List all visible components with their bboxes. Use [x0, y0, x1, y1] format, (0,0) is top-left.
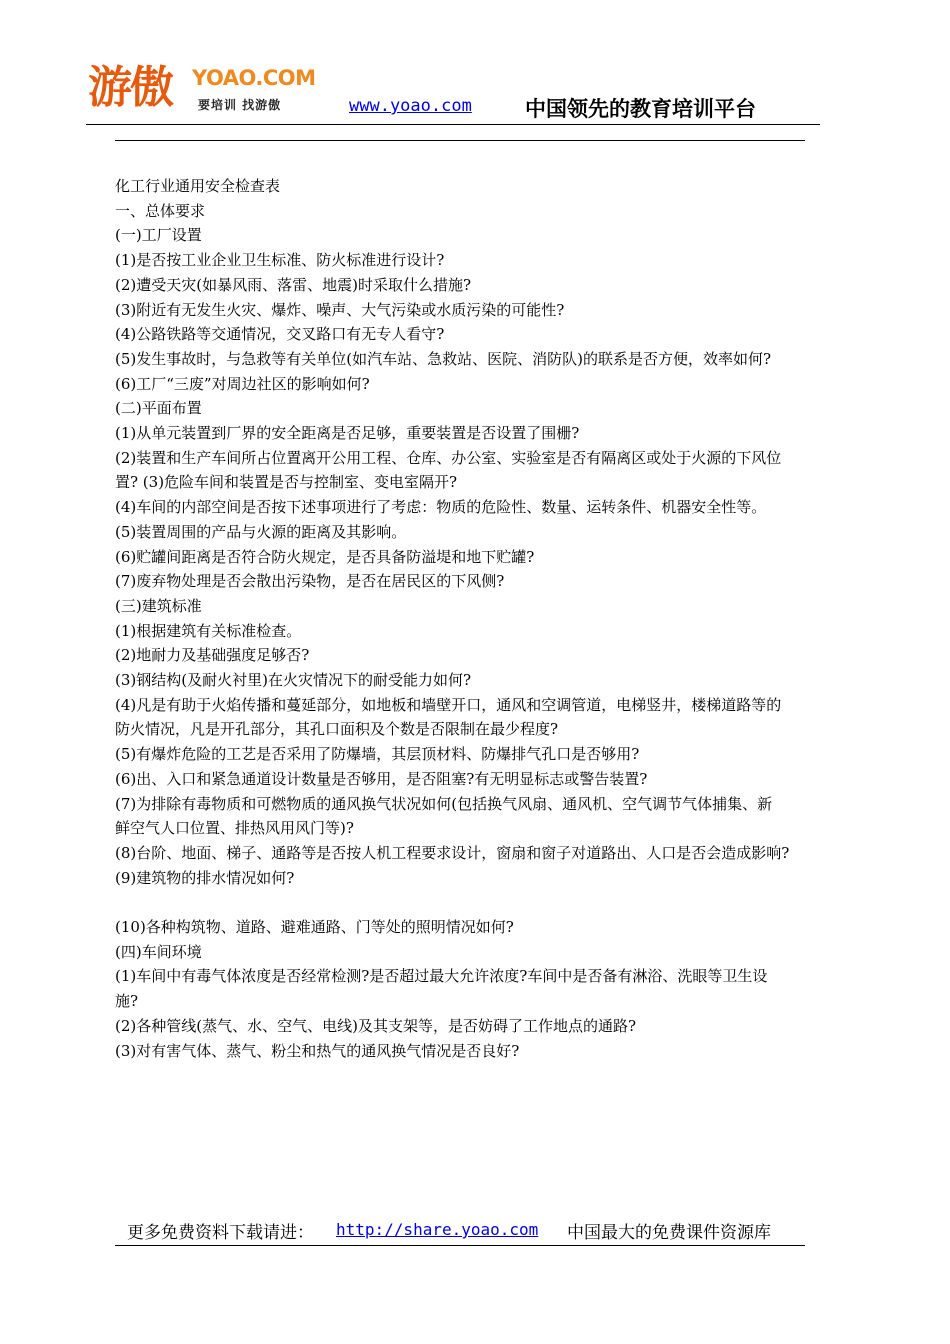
document-line: (3)附近有无发生火灾、爆炸、噪声、大气污染或水质污染的可能性?	[115, 300, 565, 319]
document-line: (3)钢结构(及耐火衬里)在火灾情况下的耐受能力如何?	[115, 671, 471, 690]
footer-download-text: 更多免费资料下载请进：	[127, 1223, 314, 1243]
page-header	[0, 0, 950, 145]
site-slogan: 中国领先的教育培训平台	[525, 97, 756, 121]
document-line: 防火情况，凡是开孔部分，其孔口面积及个数是否限制在最少程度?	[115, 720, 559, 739]
document-line: (一)工厂设置	[115, 226, 202, 245]
document-line: (1)车间中有毒气体浓度是否经常检测?是否超过最大允许浓度?车间中是否备有淋浴、洗眼等卫生设	[115, 967, 768, 986]
document-line: (4)凡是有助于火焰传播和蔓延部分，如地板和墙壁开口，通风和空调管道，电梯竖井，楼梯道路等的	[115, 695, 782, 714]
document-line: (2)装置和生产车间所占位置离开公用工程、仓库、办公室、实验室是否有隔离区或处于火源的下风位	[115, 448, 782, 467]
logo-english-text: YOAO.COM	[192, 66, 316, 90]
logo-slogan: 要培训 找游傲	[198, 98, 282, 112]
document-line: (1)从单元装置到厂界的安全距离是否足够，重要装置是否设置了围栅?	[115, 424, 580, 443]
document-line: (9)建筑物的排水情况如何?	[115, 868, 295, 887]
document-line: (3)对有害气体、蒸气、粉尘和热气的通风换气情况是否良好?	[115, 1041, 520, 1060]
yoao-logo[interactable]	[88, 62, 316, 120]
document-line	[115, 890, 815, 915]
document-line: (6)出、入口和紧急通道设计数量是否够用，是否阻塞?有无明显标志或警告装置?	[115, 769, 648, 788]
footer-slogan: 中国最大的免费课件资源库	[567, 1223, 771, 1243]
header-divider-secondary	[115, 140, 805, 141]
document-line: (7)废弃物处理是否会散出污染物，是否在居民区的下风侧?	[115, 572, 505, 591]
document-line: (2)遭受天灾(如暴风雨、落雷、地震)时采取什么措施?	[115, 275, 471, 294]
document-line: (2)各种管线(蒸气、水、空气、电线)及其支架等，是否妨碍了工作地点的通路?	[115, 1016, 636, 1035]
footer-divider	[115, 1245, 805, 1246]
document-line: (10)各种构筑物、道路、避难通路、门等处的照明情况如何?	[115, 918, 514, 937]
document-line: 鲜空气人口位置、排热风用风门等)?	[115, 819, 354, 838]
document-line: (8)台阶、地面、梯子、通路等是否按人机工程要求设计，窗扇和窗子对道路出、人口是否会造成影响?	[115, 843, 790, 862]
document-line: (6)贮罐间距离是否符合防火规定，是否具备防溢堤和地下贮罐?	[115, 547, 535, 566]
document-line: 施?	[115, 992, 139, 1011]
document-line: (5)装置周围的产品与火源的距离及其影响。	[115, 522, 407, 541]
document-line: (四)车间环境	[115, 942, 202, 961]
document-line: (2)地耐力及基础强度足够否?	[115, 646, 310, 665]
document-line: (5)发生事故时，与急救等有关单位(如汽车站、急救站、医院、消防队)的联系是否方便，效率如何?	[115, 349, 771, 368]
document-line: 置? (3)危险车间和装置是否与控制室、变电室隔开?	[115, 473, 458, 492]
footer-share-link[interactable]: http://share.yoao.com	[336, 1220, 539, 1239]
document-line: 一、总体要求	[115, 201, 206, 220]
site-url-link[interactable]: www.yoao.com	[349, 96, 472, 116]
document-line: (1)根据建筑有关标准检查。	[115, 621, 302, 640]
document-line: (二)平面布置	[115, 399, 202, 418]
document-line: (6)工厂“三废”对周边社区的影响如何?	[115, 374, 370, 393]
header-divider	[86, 124, 820, 125]
document-line: (1)是否按工业企业卫生标准、防火标准进行设计?	[115, 251, 445, 270]
document-title: 化工行业通用安全检查表	[115, 177, 281, 195]
document-body	[115, 174, 815, 1063]
document-line: (5)有爆炸危险的工艺是否采用了防爆墙，其层顶材料、防爆排气孔口是否够用?	[115, 745, 640, 764]
page-footer	[0, 1210, 950, 1250]
document-line: (三)建筑标准	[115, 596, 202, 615]
document-line: (4)公路铁路等交通情况，交叉路口有无专人看守?	[115, 325, 445, 344]
document-line: (4)车间的内部空间是否按下述事项进行了考虑：物质的危险性、数量、运转条件、机器安全性等。	[115, 498, 767, 517]
document-line: (7)为排除有毒物质和可燃物质的通风换气状况如何(包括换气风扇、通风机、空气调节气体捕集、新	[115, 794, 773, 813]
logo-chinese-text: 游傲	[88, 62, 172, 113]
